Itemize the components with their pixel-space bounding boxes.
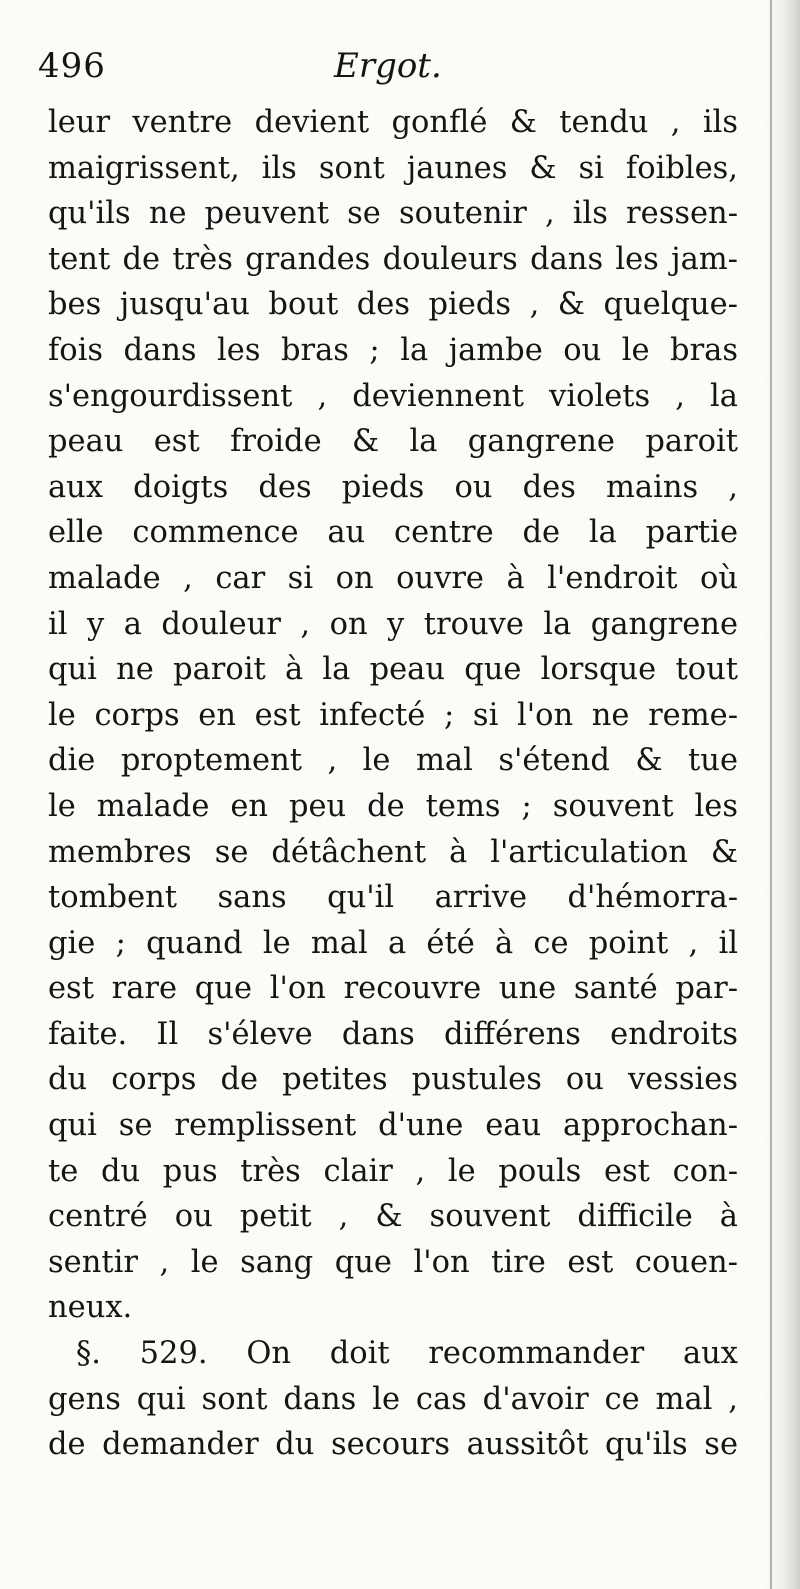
section-heading-line: §. 529. On doit recommander aux <box>76 1336 738 1372</box>
page-header <box>38 42 738 102</box>
text-line: maigrissent, ils sont jaunes & si foibles, <box>48 150 738 186</box>
text-line: gie ; quand le mal a été à ce point , il <box>48 925 738 961</box>
text-line: membres se détâchent à l'articulation & <box>48 834 738 870</box>
text-line: neux. <box>48 1290 133 1326</box>
text-line: qui se remplissent d'une eau approchan- <box>48 1108 738 1144</box>
text-line: le corps en est infecté ; si l'on ne reme- <box>48 697 738 733</box>
text-line: sentir , le sang que l'on tire est couen- <box>48 1244 738 1280</box>
text-line: te du pus très clair , le pouls est con- <box>48 1153 738 1189</box>
text-line: bes jusqu'au bout des pieds , & quelque- <box>48 287 738 323</box>
text-line: aux doigts des pieds ou des mains , <box>48 469 738 505</box>
running-head: Ergot. <box>334 46 442 86</box>
text-line: qu'ils ne peuvent se soutenir , ils ressen- <box>48 196 738 232</box>
body-text <box>48 100 738 1468</box>
text-line: elle commence au centre de la partie <box>48 515 738 551</box>
text-line: malade , car si on ouvre à l'endroit où <box>48 560 738 596</box>
text-line: peau est froide & la gangrene paroit <box>48 424 738 460</box>
page-number: 496 <box>38 46 106 86</box>
text-line: du corps de petites pustules ou vessies <box>48 1062 738 1098</box>
page-edge-line <box>770 0 772 1589</box>
text-line: est rare que l'on recouvre une santé par- <box>48 971 738 1007</box>
text-line: die proptement , le mal s'étend & tue <box>48 743 738 779</box>
text-line: il y a douleur , on y trouve la gangrene <box>48 606 738 642</box>
text-line: qui ne paroit à la peau que lorsque tout <box>48 652 738 688</box>
text-line: de demander du secours aussitôt qu'ils se <box>48 1427 738 1463</box>
text-line: gens qui sont dans le cas d'avoir ce mal , <box>48 1381 738 1417</box>
text-line: tombent sans qu'il arrive d'hémorra- <box>48 880 738 916</box>
text-line: faite. Il s'éleve dans différens endroits <box>48 1016 738 1052</box>
text-line: s'engourdissent , deviennent violets , la <box>48 378 738 414</box>
text-line: tent de très grandes douleurs dans les jam- <box>48 241 738 277</box>
text-line: centré ou petit , & souvent difficile à <box>48 1199 738 1235</box>
text-line: fois dans les bras ; la jambe ou le bras <box>48 332 738 368</box>
text-line: leur ventre devient gonflé & tendu , ils <box>48 105 738 140</box>
text-line: le malade en peu de tems ; souvent les <box>48 788 738 824</box>
